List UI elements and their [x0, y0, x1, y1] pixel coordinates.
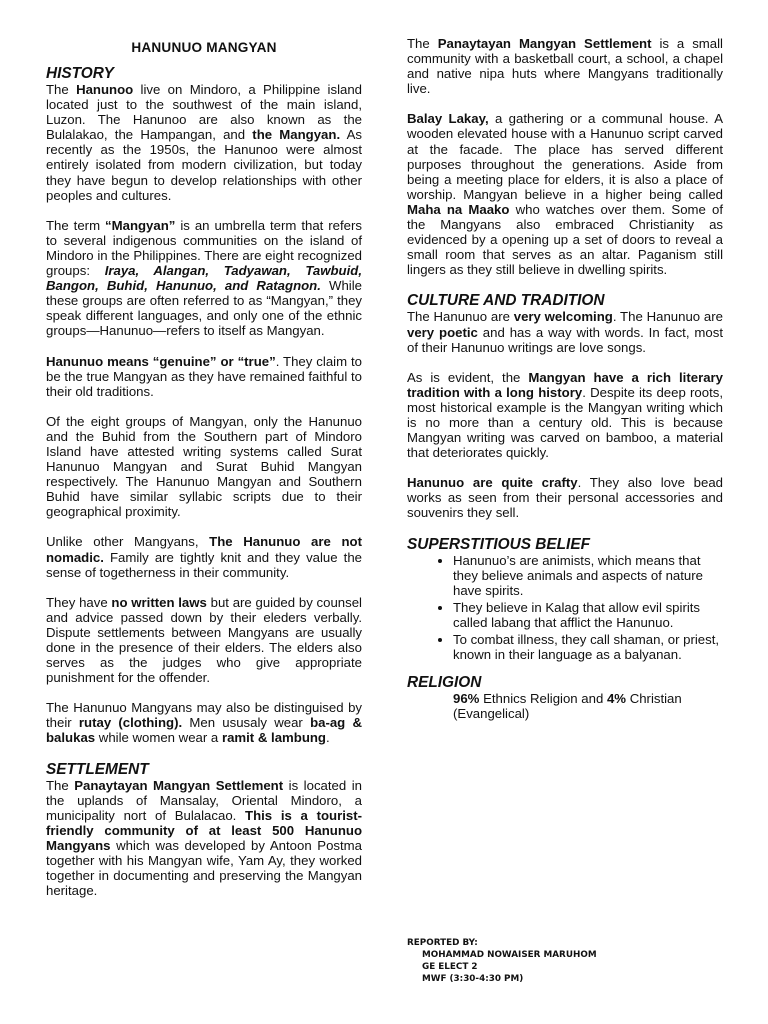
history-paragraph-6: They have no written laws but are guided by counsel and advice passed down by their eleders verbally. Dispute settlements between Mangyans are usually done in the presence of their elders. The elders also serves as the judges who give appropriate punishment for the offender.: [46, 594, 362, 686]
culture-paragraph-2: As is evident, the Mangyan have a rich literary tradition with a long history. Despite its deep roots, most historical example is the Mangyan writing which is no more than a century old. This is because Mangyan writing was carved on bamboo, a material that deteriorates quickly.: [407, 369, 724, 461]
right-column: [407, 36, 723, 721]
history-paragraph-1: The Hanunoo live on Mindoro, a Philippine island located just to the southwest of the main island, Luzon. The Hanunoo are also known as the Bulalakao, the Hampangan, and the Mangyan. As recently as the 1950s, the Hanunoo were almost entirely isolated from modern civilization, but today they have begun to develop relationships with other peoples and cultures.: [46, 82, 363, 203]
history-paragraph-5: Unlike other Mangyans, The Hanunuo are not nomadic. Family are tightly knit and they value the sense of togetherness in their community.: [46, 534, 362, 580]
settlement-paragraph-1: The Panaytayan Mangyan Settlement is located in the uplands of Mansalay, Oriental Mindoro, a municipality nort of Bulalacao. This is a tourist-friendly community of at least 500 Hanunuo Mangyans which was developed by Antoon Postma together with his Mangyan wife, Yam Ay, they worked together in documenting and preserving the Mangyan heritage.: [46, 777, 363, 899]
list-item: • Hanunuo’s are animists, which means that they believe animals and aspects of nature have spirits.: [453, 553, 723, 598]
left-column: [46, 36, 362, 913]
settlement-paragraph-2: The Panaytayan Mangyan Settlement is a small community with a basketball court, a school, a chapel and native nipa huts where Mangyans traditionally live.: [407, 36, 723, 97]
list-item: • To combat illness, they call shaman, or priest, known in their language as a balyanan.: [453, 632, 723, 662]
history-heading: HISTORY: [46, 65, 114, 82]
class-schedule: MWF (3:30-4:30 PM): [422, 974, 524, 984]
list-item: • They believe in Kalag that allow evil spirits called labang that afflict the Hanunuo.: [453, 600, 723, 630]
reported-by-label: REPORTED BY:: [407, 938, 478, 948]
superstition-list: [407, 553, 723, 663]
history-paragraph-2: The term “Mangyan” is an umbrella term that refers to several indigenous communities on the island of Mindoro in the Philippines. There are eight recognized groups: Iraya, Alangan, Tadyawan, Tawbuid, Bangon, Buhid, Hanunuo, and Ratagnon. While these groups are often referred to as “Mangyan,” they speak different languages, and only one of the ethnic groups—Hanunuo—refers to itself as Mangyan.: [46, 217, 362, 339]
document-title: HANUNUO MANGYAN: [131, 40, 277, 55]
culture-paragraph-1: The Hanunuo are very welcoming. The Hanunuo are very poetic and has a way with words. In fact, most of their Hanunuo writings are love songs.: [407, 309, 723, 355]
culture-heading: CULTURE AND TRADITION: [407, 292, 605, 310]
reported-by-block: [407, 937, 597, 985]
history-paragraph-3: Hanunuo means “genuine” or “true”. They claim to be the true Mangyan as they have remained faithful to their old traditions.: [46, 353, 362, 399]
course-code: GE ELECT 2: [422, 962, 478, 972]
settlement-paragraph-3: Balay Lakay, a gathering or a communal house. A wooden elevated house with a Hanunuo script carved at the facade. The place has served different purposes throughout the generations. Aside from being a meeting place for elders, it is also a place of worship. Mangyan believe in a higher being called Maha na Maako who watches over them. Some of the Mangyans also embraced Christianity as evidenced by a opening up a set of doors to reveal a small room that serves as an altar. Paganism still lingers as they still believe in dwelling spirits.: [407, 111, 723, 278]
settlement-heading: SETTLEMENT: [46, 760, 149, 778]
history-paragraph-4: Of the eight groups of Mangyan, only the Hanunuo and the Buhid from the Southern part of Mindoro Island have attested writing systems called Surat Hanunuo Mangyan and Surat Buhid Mangyan respectively. The Hanunuo Mangyan and Southern Buhid have similar syllabic scripts due to their geographical proximity.: [46, 413, 362, 520]
religion-heading: RELIGION: [407, 674, 482, 692]
history-paragraph-7: The Hanunuo Mangyans may also be distinguised by their rutay (clothing). Men ususaly wear ba-ag & balukas while women wear a ramit & lambung.: [46, 700, 363, 746]
reporter-name: MOHAMMAD NOWAISER MARUHOM: [422, 950, 597, 960]
superstition-heading: SUPERSTITIOUS BELIEF: [407, 535, 590, 553]
religion-stats: 96% Ethnics Religion and 4% Christian (Evangelical): [453, 691, 682, 722]
culture-paragraph-3: Hanunuo are quite crafty. They also love bead works as seen from their personal accessories and souvenirs they sell.: [407, 475, 723, 521]
